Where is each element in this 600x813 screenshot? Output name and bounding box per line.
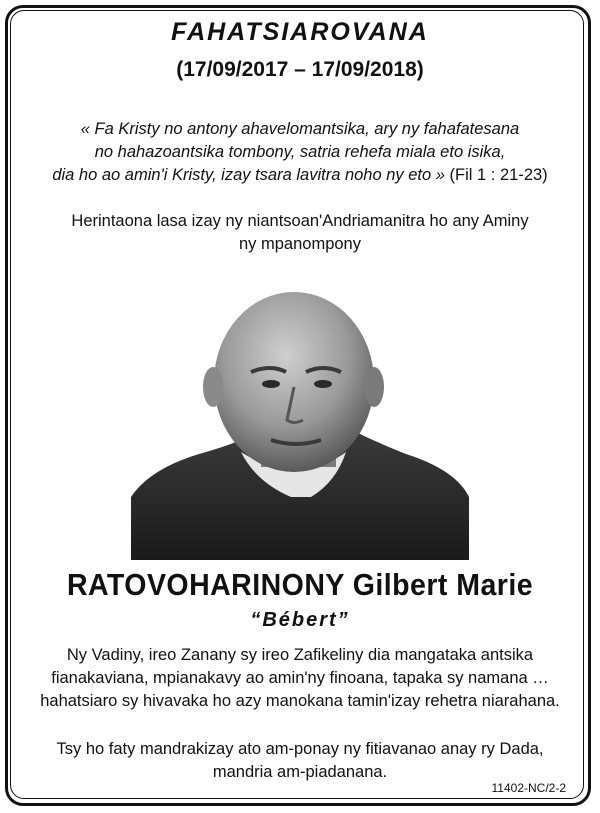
- portrait-illustration: [131, 292, 469, 560]
- message-line-3: hahatsiaro sy hivavaka ho azy manokana tamin'izay rehetra niarahana.: [40, 692, 560, 710]
- scripture-quote: [0, 118, 600, 187]
- deceased-name: RATOVOHARINONY Gilbert Marie: [66, 567, 534, 602]
- scripture-reference: (Fil 1 : 21-23): [449, 166, 548, 184]
- intro-line-2: ny mpanompony: [239, 235, 361, 253]
- quote-line-1: « Fa Kristy no antony ahavelomantsika, ary ny fahafatesana: [80, 120, 520, 138]
- reference-code: 11402-NC/2-2: [491, 781, 566, 795]
- closing-line-1: Tsy ho faty mandrakizay ato am-ponay ny fitiavanao anay ry Dada,: [56, 740, 544, 758]
- date-range: (17/09/2017 – 17/09/2018): [176, 58, 424, 81]
- intro-line-1: Herintaona lasa izay ny niantsoan'Andriamanitra ho any Aminy: [71, 212, 529, 230]
- closing-line-2: mandria am-piadanana.: [212, 763, 388, 781]
- message-line-2: fianakaviana, mpianakavy ao amin'ny finoana, tapaka sy namana …: [51, 669, 549, 687]
- message-line-1: Ny Vadiny, ireo Zanany sy ireo Zafikeliny dia mangataka antsika: [66, 646, 534, 664]
- deceased-nickname: “Bébert”: [250, 609, 350, 631]
- family-message: [0, 644, 600, 713]
- intro-text: [0, 210, 600, 256]
- page-title: FAHATSIAROVANA: [171, 18, 429, 46]
- quote-line-3: [0, 164, 600, 187]
- closing-message: [0, 738, 600, 784]
- quote-line-3-text: dia ho ao amin'i Kristy, izay tsara lavitra noho ny eto »: [52, 166, 445, 184]
- portrait-photo: [131, 292, 469, 560]
- quote-line-2: no hahazoantsika tombony, satria rehefa miala eto isika,: [94, 143, 506, 161]
